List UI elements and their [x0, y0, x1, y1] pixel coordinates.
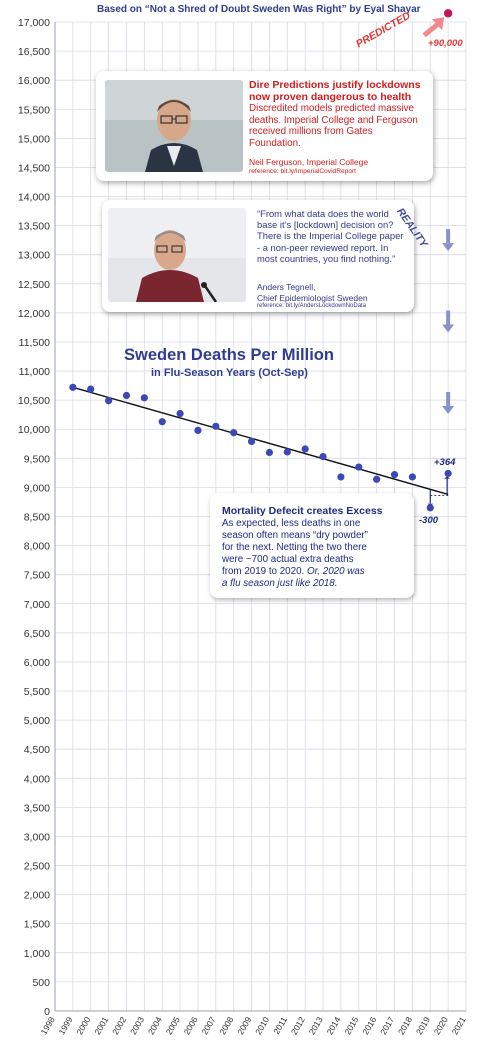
- y-tick-label: 16,500: [17, 46, 50, 59]
- data-point: [445, 470, 452, 477]
- data-point: [302, 445, 309, 452]
- y-tick-label: 9,000: [23, 482, 50, 495]
- predicted-label: PREDICTED: [354, 9, 413, 51]
- y-tick-label: 2,500: [23, 860, 50, 873]
- quote-author-title: Chief Epidemiologist Sweden: [257, 292, 368, 303]
- mortality-body: [222, 518, 372, 590]
- trend-line: [73, 387, 448, 494]
- y-tick-label: 5,500: [23, 686, 50, 699]
- data-point: [373, 476, 380, 483]
- y-tick-label: 5,000: [23, 715, 50, 728]
- ferguson-photo: [105, 80, 243, 172]
- predicted-point: [444, 9, 452, 17]
- data-point: [159, 418, 166, 425]
- data-point: [248, 438, 255, 445]
- y-tick-label: 2,000: [23, 889, 50, 902]
- x-tick-label: 2015: [342, 1015, 361, 1037]
- reality-arrowhead: [442, 325, 454, 333]
- y-tick-label: 6,500: [23, 627, 50, 640]
- data-point: [141, 394, 148, 401]
- y-tick-label: 17,000: [17, 17, 50, 29]
- x-tick-label: 2009: [235, 1015, 254, 1037]
- trend-line-segment: [73, 387, 448, 494]
- y-tick-label: 11,000: [18, 366, 50, 379]
- prediction-author: Neil Ferguson, Imperial College: [249, 157, 369, 167]
- x-tick-label: 2011: [271, 1015, 290, 1036]
- y-tick-label: 11,500: [18, 336, 50, 349]
- x-tick-label: 1999: [56, 1015, 75, 1037]
- y-tick-label: 14,500: [17, 162, 50, 175]
- predicted-value: +90,000: [428, 38, 463, 49]
- x-tick-label: 1998: [38, 1015, 57, 1037]
- y-tick-label: 8,500: [23, 511, 50, 524]
- reality-arrow: [446, 392, 450, 406]
- x-tick-label: 2021: [449, 1015, 468, 1037]
- chart-subtitle: in Flu-Season Years (Oct-Sep): [151, 367, 308, 379]
- y-tick-label: 12,500: [17, 278, 50, 291]
- x-tick-label: 2016: [360, 1015, 379, 1037]
- ferguson-portrait: [105, 80, 243, 172]
- quote-text: “From what data does the world base it’s [lockdown] decision on? There is the Imperial College paper - a non-peer reviewed report. In most countries, you find nothing.”: [257, 208, 404, 264]
- data-point: [194, 427, 201, 434]
- y-tick-label: 0: [44, 1006, 50, 1018]
- y-tick-label: 7,000: [23, 598, 50, 611]
- y-tick-label: 16,000: [17, 75, 50, 88]
- data-point: [337, 473, 344, 480]
- tegnell-portrait: [108, 208, 246, 302]
- y-tick-label: 8,000: [23, 540, 50, 553]
- y-tick-label: 500: [32, 976, 50, 989]
- y-tick-label: 13,500: [17, 220, 50, 233]
- y-tick-label: 3,500: [23, 802, 50, 815]
- x-tick-label: 2019: [413, 1015, 432, 1037]
- y-tick-label: 14,000: [17, 191, 50, 204]
- x-tick-label: 2003: [127, 1015, 147, 1037]
- data-point: [212, 423, 219, 430]
- quote-author-name: Anders Tegnell,: [257, 282, 316, 292]
- reality-arrow: [446, 229, 450, 243]
- prediction-body: Discredited models predicted massive deaths. Imperial College and Ferguson received millions from Gates Foundation.: [249, 103, 418, 149]
- x-tick-label: 2014: [324, 1015, 343, 1037]
- y-tick-label: 4,500: [23, 744, 50, 757]
- x-tick-label: 2007: [199, 1015, 218, 1037]
- y-tick-label: 7,500: [23, 569, 50, 582]
- quote-author: [257, 282, 368, 303]
- y-tick-label: 1,000: [23, 947, 50, 960]
- x-tick-label: 2000: [74, 1015, 93, 1037]
- source-credit: Based on “Not a Shred of Doubt Sweden Was Right” by Eyal Shayar: [97, 4, 421, 15]
- quote-reference: reference: bit.ly/AndersLockdownNoData: [257, 303, 367, 309]
- data-point: [319, 453, 326, 460]
- data-point: [266, 449, 273, 456]
- data-point: [391, 471, 398, 478]
- y-tick-label: 9,500: [23, 453, 50, 466]
- x-tick-label: 2018: [396, 1015, 415, 1037]
- x-tick-label: 2020: [431, 1015, 450, 1037]
- y-tick-label: 1,500: [23, 918, 50, 931]
- data-point: [427, 504, 434, 511]
- x-tick-label: 2004: [145, 1015, 164, 1037]
- y-tick-label: 10,500: [17, 395, 50, 408]
- reality-arrowhead: [442, 243, 454, 251]
- x-tick-label: 2002: [110, 1015, 129, 1037]
- data-point: [87, 385, 94, 392]
- y-tick-label: 3,000: [23, 831, 50, 844]
- data-point: [123, 392, 130, 399]
- x-tick-label: 2013: [306, 1015, 325, 1037]
- mortality-body-main: As expected, less deaths in one season often means “dry powder” for the next. Netting the two there were ~700 actual extra deaths from 2019 to 2020.: [222, 518, 368, 577]
- x-tick-label: 2012: [288, 1015, 307, 1037]
- x-tick-label: 2017: [378, 1015, 397, 1037]
- data-point: [355, 463, 362, 470]
- mortality-body-italic: Or, 2020 was a flu season just like 2018.: [222, 566, 365, 589]
- data-point: [176, 410, 183, 417]
- y-tick-label: 4,000: [23, 773, 50, 786]
- x-tick-label: 2010: [253, 1015, 272, 1037]
- x-tick-label: 2006: [181, 1015, 200, 1037]
- data-point: [230, 429, 237, 436]
- y-tick-label: 15,000: [17, 133, 50, 146]
- x-tick-label: 2001: [92, 1015, 111, 1037]
- data-point: [284, 448, 291, 455]
- x-tick-label: 2008: [217, 1015, 236, 1037]
- prediction-heading: Dire Predictions justify lockdowns now proven dangerous to health: [249, 79, 421, 103]
- y-tick-label: 15,500: [17, 104, 50, 117]
- data-point: [105, 397, 112, 404]
- reality-label: REALITY: [394, 206, 430, 250]
- tegnell-photo: [108, 208, 246, 302]
- y-tick-label: 6,000: [23, 656, 50, 669]
- data-point: [69, 384, 76, 391]
- y-tick-label: 10,000: [17, 424, 50, 437]
- y-tick-label: 13,000: [17, 249, 50, 262]
- reality-arrow: [446, 311, 450, 325]
- y-tick-label: 12,000: [17, 307, 50, 320]
- chart-title: Sweden Deaths Per Million: [124, 346, 334, 364]
- prediction-reference: reference: bit.ly/ImperialCovidReport: [249, 168, 357, 175]
- excess-label: +364: [434, 457, 456, 468]
- reality-arrowhead: [442, 406, 454, 414]
- mortality-heading: Mortality Defecit creates Excess: [222, 505, 383, 517]
- x-tick-label: 2005: [163, 1015, 182, 1037]
- data-point: [409, 473, 416, 480]
- deficit-label: -300: [419, 515, 439, 526]
